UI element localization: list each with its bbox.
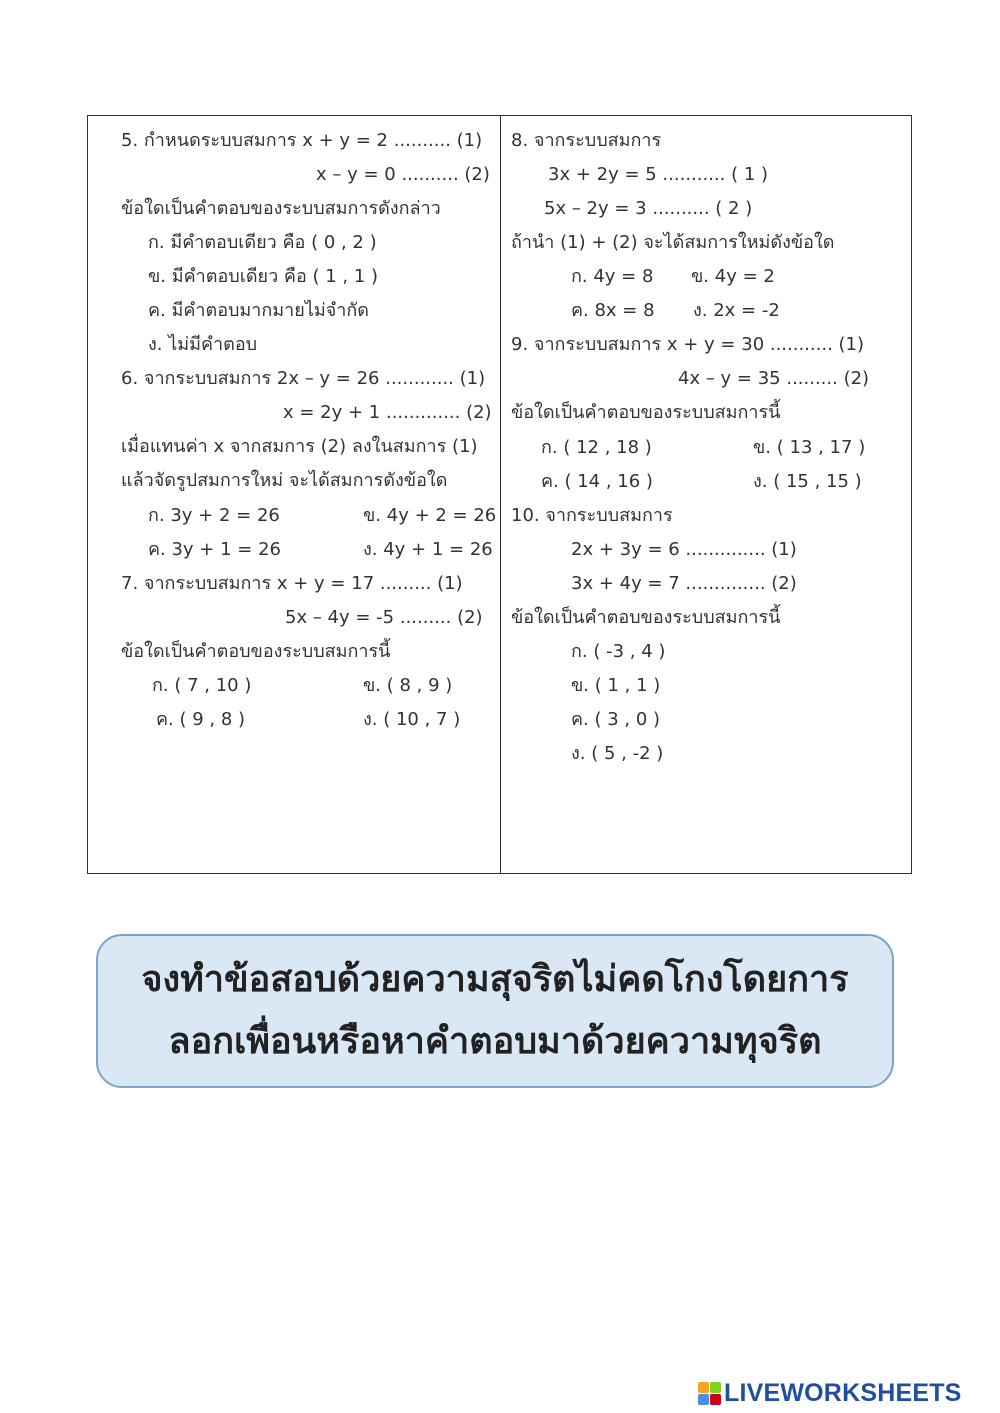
- q5-prompt: ข้อใดเป็นคำตอบของระบบสมการดังกล่าว: [121, 198, 441, 219]
- q8-equation-2: 5x – 2y = 3 .......... ( 2 ): [544, 198, 753, 219]
- worksheet-box: [87, 115, 912, 874]
- q9-option-a[interactable]: ก. ( 12 , 18 ): [541, 437, 652, 458]
- liveworksheets-logo[interactable]: [698, 1378, 962, 1408]
- q10-equation-2: 3x + 4y = 7 .............. (2): [571, 573, 797, 594]
- q8-prompt: ถ้านำ (1) + (2) จะได้สมการใหม่ดังข้อใด: [511, 232, 835, 253]
- q8-option-c[interactable]: ค. 8x = 8: [571, 300, 655, 321]
- column-divider: [500, 116, 501, 873]
- logo-text: LIVEWORKSHEETS: [724, 1378, 962, 1407]
- q10-option-c[interactable]: ค. ( 3 , 0 ): [571, 709, 661, 730]
- q5-title: 5. กำหนดระบบสมการ x + y = 2 .......... (1): [121, 130, 483, 151]
- banner-line-1: จงทำข้อสอบด้วยความสุจริตไม่คดโกงโดยการ: [141, 959, 849, 1000]
- q8-option-b[interactable]: ข. 4y = 2: [691, 266, 775, 287]
- q6-equation-2: x = 2y + 1 ............. (2): [283, 402, 492, 423]
- q5-option-a[interactable]: ก. มีคำตอบเดียว คือ ( 0 , 2 ): [148, 232, 377, 253]
- q7-option-a[interactable]: ก. ( 7 , 10 ): [152, 675, 252, 696]
- q6-title: 6. จากระบบสมการ 2x – y = 26 ............ (1): [121, 368, 486, 389]
- q10-equation-1: 2x + 3y = 6 .............. (1): [571, 539, 797, 560]
- q6-option-a[interactable]: ก. 3y + 2 = 26: [148, 505, 280, 526]
- q6-option-c[interactable]: ค. 3y + 1 = 26: [148, 539, 281, 560]
- logo-square-3: [698, 1394, 709, 1405]
- q9-option-c[interactable]: ค. ( 14 , 16 ): [541, 471, 653, 492]
- q5-option-c[interactable]: ค. มีคำตอบมากมายไม่จำกัด: [148, 300, 369, 321]
- q10-option-d[interactable]: ง. ( 5 , -2 ): [571, 743, 664, 764]
- logo-grid-icon: [698, 1382, 721, 1405]
- q7-title: 7. จากระบบสมการ x + y = 17 ......... (1): [121, 573, 463, 594]
- q10-prompt: ข้อใดเป็นคำตอบของระบบสมการนี้: [511, 607, 781, 628]
- logo-square-1: [698, 1382, 709, 1393]
- q10-title: 10. จากระบบสมการ: [511, 505, 673, 526]
- q6-prompt-line-2: แล้วจัดรูปสมการใหม่ จะได้สมการดังข้อใด: [121, 470, 448, 491]
- q6-option-b[interactable]: ข. 4y + 2 = 26: [363, 505, 497, 526]
- q6-prompt-line-1: เมื่อแทนค่า x จากสมการ (2) ลงในสมการ (1): [121, 436, 478, 457]
- q9-option-d[interactable]: ง. ( 15 , 15 ): [753, 471, 862, 492]
- q7-option-b[interactable]: ข. ( 8 , 9 ): [363, 675, 453, 696]
- q5-option-b[interactable]: ข. มีคำตอบเดียว คือ ( 1 , 1 ): [148, 266, 379, 287]
- q8-option-a[interactable]: ก. 4y = 8: [571, 266, 654, 287]
- honesty-banner: [96, 934, 894, 1088]
- q10-option-b[interactable]: ข. ( 1 , 1 ): [571, 675, 661, 696]
- q8-title: 8. จากระบบสมการ: [511, 130, 662, 151]
- logo-square-2: [710, 1382, 721, 1393]
- logo-square-4: [710, 1394, 721, 1405]
- q5-option-d[interactable]: ง. ไม่มีคำตอบ: [148, 334, 258, 355]
- q9-option-b[interactable]: ข. ( 13 , 17 ): [753, 437, 866, 458]
- q8-equation-1: 3x + 2y = 5 ........... ( 1 ): [548, 164, 769, 185]
- q7-prompt: ข้อใดเป็นคำตอบของระบบสมการนี้: [121, 641, 391, 662]
- q9-prompt: ข้อใดเป็นคำตอบของระบบสมการนี้: [511, 402, 781, 423]
- banner-line-2: ลอกเพื่อนหรือหาคำตอบมาด้วยความทุจริต: [168, 1021, 822, 1062]
- q6-option-d[interactable]: ง. 4y + 1 = 26: [363, 539, 493, 560]
- q7-option-d[interactable]: ง. ( 10 , 7 ): [363, 709, 461, 730]
- q8-option-d[interactable]: ง. 2x = -2: [693, 300, 780, 321]
- q7-option-c[interactable]: ค. ( 9 , 8 ): [156, 709, 246, 730]
- q10-option-a[interactable]: ก. ( -3 , 4 ): [571, 641, 666, 662]
- q5-equation-2: x – y = 0 .......... (2): [316, 164, 490, 185]
- q7-equation-2: 5x – 4y = -5 ......... (2): [285, 607, 483, 628]
- q9-equation-2: 4x – y = 35 ......... (2): [678, 368, 870, 389]
- q9-title: 9. จากระบบสมการ x + y = 30 ........... (1): [511, 334, 865, 355]
